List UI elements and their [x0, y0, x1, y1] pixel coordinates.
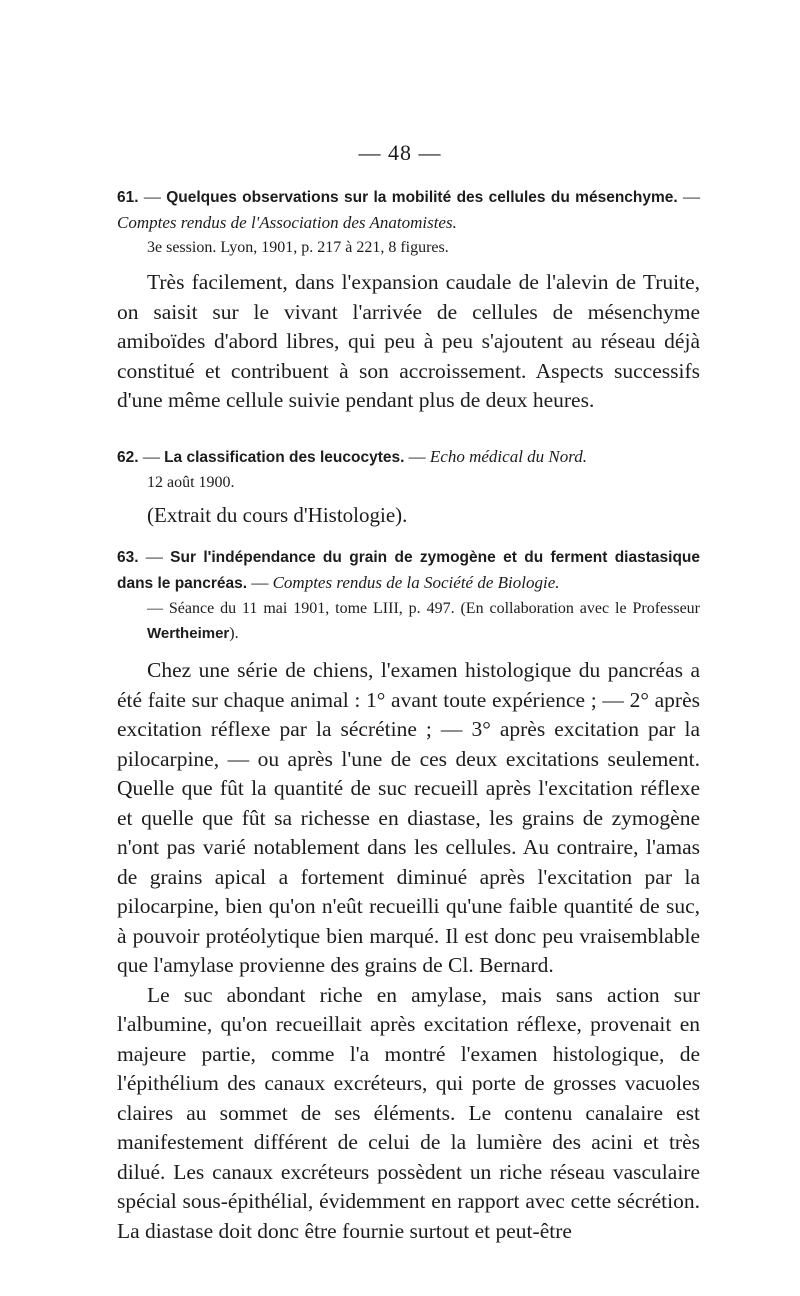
entry-number: 63. [117, 549, 139, 566]
entry-paragraph: Chez une série de chiens, l'examen histologique du pancréas a été faite sur chaque animal : 1° avant toute expérience ; — 2° après excitation réflexe par la sécrétine ; — 3° après excitation par la pilocarpine, — ou après l'une de ces deux excitations seulement. Quelle que fût la quantité de suc recueill après l'excitation réflexe et quelle que fût sa richesse en diastase, les grains de zymogène n'ont pas varié notablement dans les cellules. Au contraire, l'amas de grains apical a fortement diminué après l'excitation par la pilocarpine, bien qu'on n'eût recueilli qu'une faible quantité de suc, à pouvoir protéolytique bien marqué. Il est donc peu vraisemblable que l'amylase provienne des grains de Cl. Bernard. [117, 658, 700, 977]
page-number: — 48 — [358, 140, 442, 165]
entry-paragraph: Le suc abondant riche en amylase, mais sans action sur l'albumine, qu'on recueillait après excitation réflexe, provenait en majeure partie, comme l'a montré l'examen histologique, de l'épithélium des canaux excréteurs, qui porte de grosses vacuoles claires au sommet de ses éléments. Le contenu canalaire est manifestement différent de celui de la lumière des acini et très dilué. Les canaux excréteurs possèdent un riche réseau vasculaire spécial sous-épithélial, évidemment en rapport avec cette sécrétion. La diastase doit donc être fournie surtout et peut-être [117, 982, 700, 1243]
entry-journal: Comptes rendus de l'Association des Anatomistes. [117, 213, 457, 232]
entry-61 [117, 184, 700, 416]
entry-paragraph: Très facilement, dans l'expansion caudale de l'alevin de Truite, on saisit sur le vivant l'arrivée de cellules de mésenchyme amiboïdes d'abord libres, qui peu à peu s'ajoutent au réseau déjà constitué et contribuent à son accroissement. Aspects successifs d'une même cellule suivie pendant plus de deux heures. [117, 270, 700, 412]
entry-62 [117, 444, 700, 528]
entry-number: 61. [117, 189, 139, 206]
entry-heading: 62. — La classification des leucocytes. — Echo médical du Nord. 12 août 1900. [117, 444, 700, 495]
entry-note: (Extrait du cours d'Histologie). [147, 503, 408, 527]
entry-63 [117, 544, 700, 1246]
entry-number: 62. [117, 449, 139, 466]
entry-journal: Echo médical du Nord. [429, 447, 587, 466]
entry-heading: 63. — Sur l'indépendance du grain de zymogène et du ferment diastasique dans le pancréas. — Comptes rendus de la Société de Biologie. — Séance du 11 mai 1901, tome LIII, p. 497. (En collaboration avec le Professeur Wertheimer). [117, 544, 700, 646]
entry-details: 3e session. Lyon, 1901, p. 217 à 221, 8 figures. [147, 239, 449, 256]
entry-heading: 61. — Quelques observations sur la mobilité des cellules du mésenchyme. — Comptes rendus de l'Association des Anatomistes. 3e session. Lyon, 1901, p. 217 à 221, 8 figures. [117, 184, 700, 260]
entry-details: 12 août 1900. [147, 474, 235, 491]
entry-details: — Séance du 11 mai 1901, tome LIII, p. 497. (En collaboration avec le Professeur Wertheimer). [147, 600, 700, 642]
entry-journal: Comptes rendus de la Société de Biologie. [272, 573, 560, 592]
entry-title: Sur l'indépendance du grain de zymogène et du ferment diastasique dans le pancréas. [117, 549, 700, 592]
entry-title: La classification des leucocytes. [164, 449, 405, 466]
entry-title: Quelques observations sur la mobilité des cellules du mésenchyme. [166, 189, 678, 206]
collaborator-name: Wertheimer [147, 625, 230, 642]
